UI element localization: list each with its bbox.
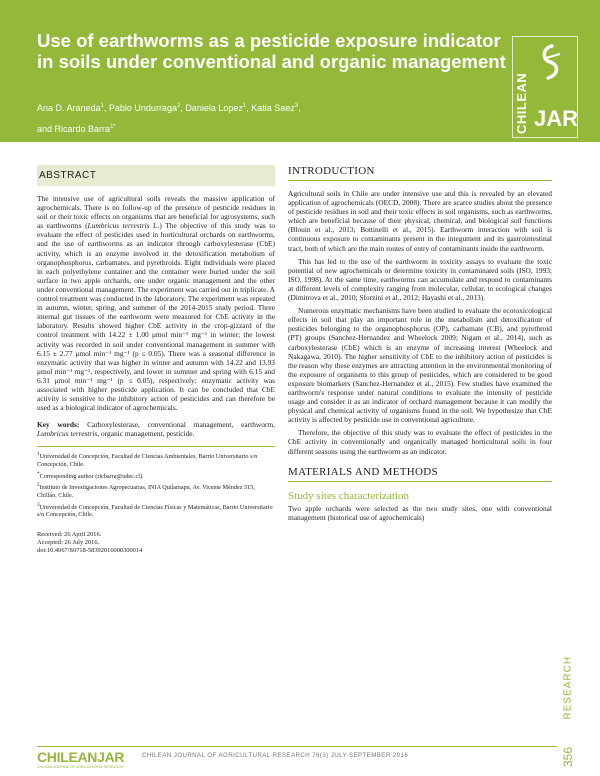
footer-divider [37,746,557,747]
footer-logo: CHILEANJAR CHILEAN JOURNAL OF AGRICULTURAL RESEARCH [37,749,125,769]
author-name: Ricardo Barra [54,124,111,134]
accepted-date: Accepted: 26 July 2016. [37,538,100,546]
abstract-body: The intensive use of agricultural soils reveals the massive application of agrochemicals. There is no follow-up of the presence of pesticide residues in soil or their toxic effects on organisms that are beneficial for agrosystems, such as earthworms (Lumbricus terrestris L.) The objective of this study was to evaluate the effect of pesticides used in horticultural orchards on earthworms, and the use of earthworms as an indicator through carboxylesterase (CbE) activity, which is an enzyme involved in the detoxification metabolism of organophosphorus, carbamates, and pyrethroids. Eight individuals were placed in each polyethylene container and the container were buried under the soil surface in two apple orchards, one under organic management and the other under conventional management. The experiment was carried out in triplicate. A control treatment was conducted in the laboratory. The experiment was repeated in autumn, winter, spring, and summer of the 2014-2015 study period. Three internal gut tissues of the earthworm were measured for CbE activity in the laboratory. Results showed higher CbE activity in the crop-gizzard of the control treatment with 14.22 ± 1.00 μmol min⁻¹ mg⁻¹ in winter; the lowest activity was recorded in soil under conventional management in summer with 6.15 ± 2.77 μmol min⁻¹ mg⁻¹ (p ≤ 0.05). There was a seasonal difference in enzymatic activity that was higher in winter and autumn with 14.22 and 13.93 μmol min⁻¹ mg⁻¹, respectively, and lower in summer and spring with 6.15 and 6.31 μmol min⁻¹ mg⁻¹ (p ≤ 0.05), respectively; enzymatic activity was associated with higher pesticide application. It can be concluded that CbE activity is sensitive to the inhibitory action of pesticides and can therefore be used as a biological indicator of agrochemicals. [37,194,276,413]
footer-logo-caption: CHILEAN JOURNAL OF AGRICULTURAL RESEARCH [37,765,124,769]
article-title: Use of earthworms as a pesticide exposure indicator in soils under conventional and organic management [37,30,506,72]
divider [37,446,275,447]
author-name: Daniela Lopez [185,103,243,113]
introduction-heading: INTRODUCTION [288,165,375,177]
left-column [37,165,275,555]
article-dates [37,531,275,555]
journal-citation: CHILEAN JOURNAL OF AGRICULTURAL RESEARCH 76(3) JULY-SEPTEMBER 2016 [142,752,409,759]
methods-subheading: Study sites characterization [288,489,409,502]
page-number: 356 [561,746,575,767]
header-banner [0,0,600,142]
received-date: Received: 26 April 2016. [37,530,102,538]
logo-jar-text: JAR [534,106,578,131]
right-column [288,165,552,526]
doi-link[interactable]: doi:10.4067/S0718-58392016000300014 [37,546,143,554]
affiliation: $^2$Instituto de Investigaciones Agropecuarias, INIA Quilamapu, Av. Vicente Méndez 515, Chillán, Chile. [37,482,255,499]
paragraph: This has led to the use of the earthworm in toxicity assays to evaluate the toxic potential of new agrochemicals or determine toxicity in contaminated soils (ISO, 1993; ISO, 1998). At the same time, earthworms can accumulate and respond to contaminants at different levels of complexity ranging from molecular, cellular, to ecological changes (Dimitrova et al., 2010; Sforzini et al., 2012; Hayashi et al., 2013). [288,256,552,303]
affiliation: $^3$Universidad de Concepción, Facultad de Ciencias Físicas y Matemáticas, Barrio Universitario s/n Concepción, Chile. [37,501,273,519]
methods-heading: MATERIALS AND METHODS [288,465,438,478]
side-label: RESEARCH [562,655,574,720]
paragraph: Numerous enzymatic mechanisms have been studied to evaluate the ecotoxicological effects in soil that play an important role in the metabolism and detoxification of pesticides belonging to the organophosphorus (OP), carbamate (CB), and pyrethroid (PT) groups (Sanchez-Hernandez and Wheelock 2009; Nigam et al., 2014), such as carboxylesterase (CbE) which is an enzyme of increasing interest (Wheelock and Nakagawa, 2010). The higher sensitivity of CbE to the inhibitory action of pesticides is the reason why these enzymes are attracting attention in the environmental monitoring of the exposure of organisms to this group of pesticides, which are considered to be good exposure biomarkers (Sanchez-Hernandez et al., 2015). Few studies have examined the earthworm's response under natural conditions to evaluate the intensity of pesticide usage and consider it as an indicator of orchard management because it can modify the physical and chemical activity of organisms found in the soil. We hypothesize that CbE activity is affected by pesticide use in conventional agriculture. [288,306,552,425]
affiliation: $^1$Universidad de Concepción, Facultad de Ciencias Ambientales, Barrio Universitario s/n Concepción, Chile. [37,451,258,469]
abstract-heading: ABSTRACT [37,165,275,186]
affiliations [37,451,275,518]
paragraph: Agricultural soils in Chile are under intensive use and this is revealed by an elevated application of agrochemicals (OECD, 2008). There are scarce studies about the presence of pesticide residues in soil and their toxic effects in soil organisms, such as earthworms, which are beneficial because of their physical, chemical, and biological soil functions (Blouin et al., 2013; Bottinelli et al., 2015). Earthworm interaction with soil is continuous exposure to contaminants present in the integument and its gastrointestinal tract, both of which are the main routes of entry of contaminants inside the earthworm. [288,189,552,253]
logo-vertical-text: CHILEAN [514,72,529,134]
journal-logo-icon [512,36,578,138]
introduction-body [288,189,552,456]
divider [288,180,552,181]
divider [288,481,552,482]
author-name: Pablo Undurraga [108,103,177,113]
author-name: Ana D. Araneda [37,103,101,113]
author-name: Katia Saez [251,103,295,113]
methods-body [288,504,552,522]
paragraph: Therefore, the objective of this study was to evaluate the effect of pesticides in the CbE activity in conventionally and organically managed horticultural soils in four different seasons using the earthworm as an indicator. [288,428,552,456]
keywords: Key words: Carboxylesterase, conventional management, earthworm, Lumbricus terrestris, organic management, pesticide. [37,420,275,439]
author-list: Ana D. Araneda$^1$, Pablo Undurraga$^2$, Daniela Lopez$^1$, Katia Saez$^3$, and Ricardo Barra$^{1*}$ [37,103,301,134]
paragraph: Two apple orchards were selected as the two study sites, one with conventional management (historical use of agrochemicals) [288,503,552,522]
affiliation: *Corresponding author (ricbarra@udec.cl). [37,470,144,480]
